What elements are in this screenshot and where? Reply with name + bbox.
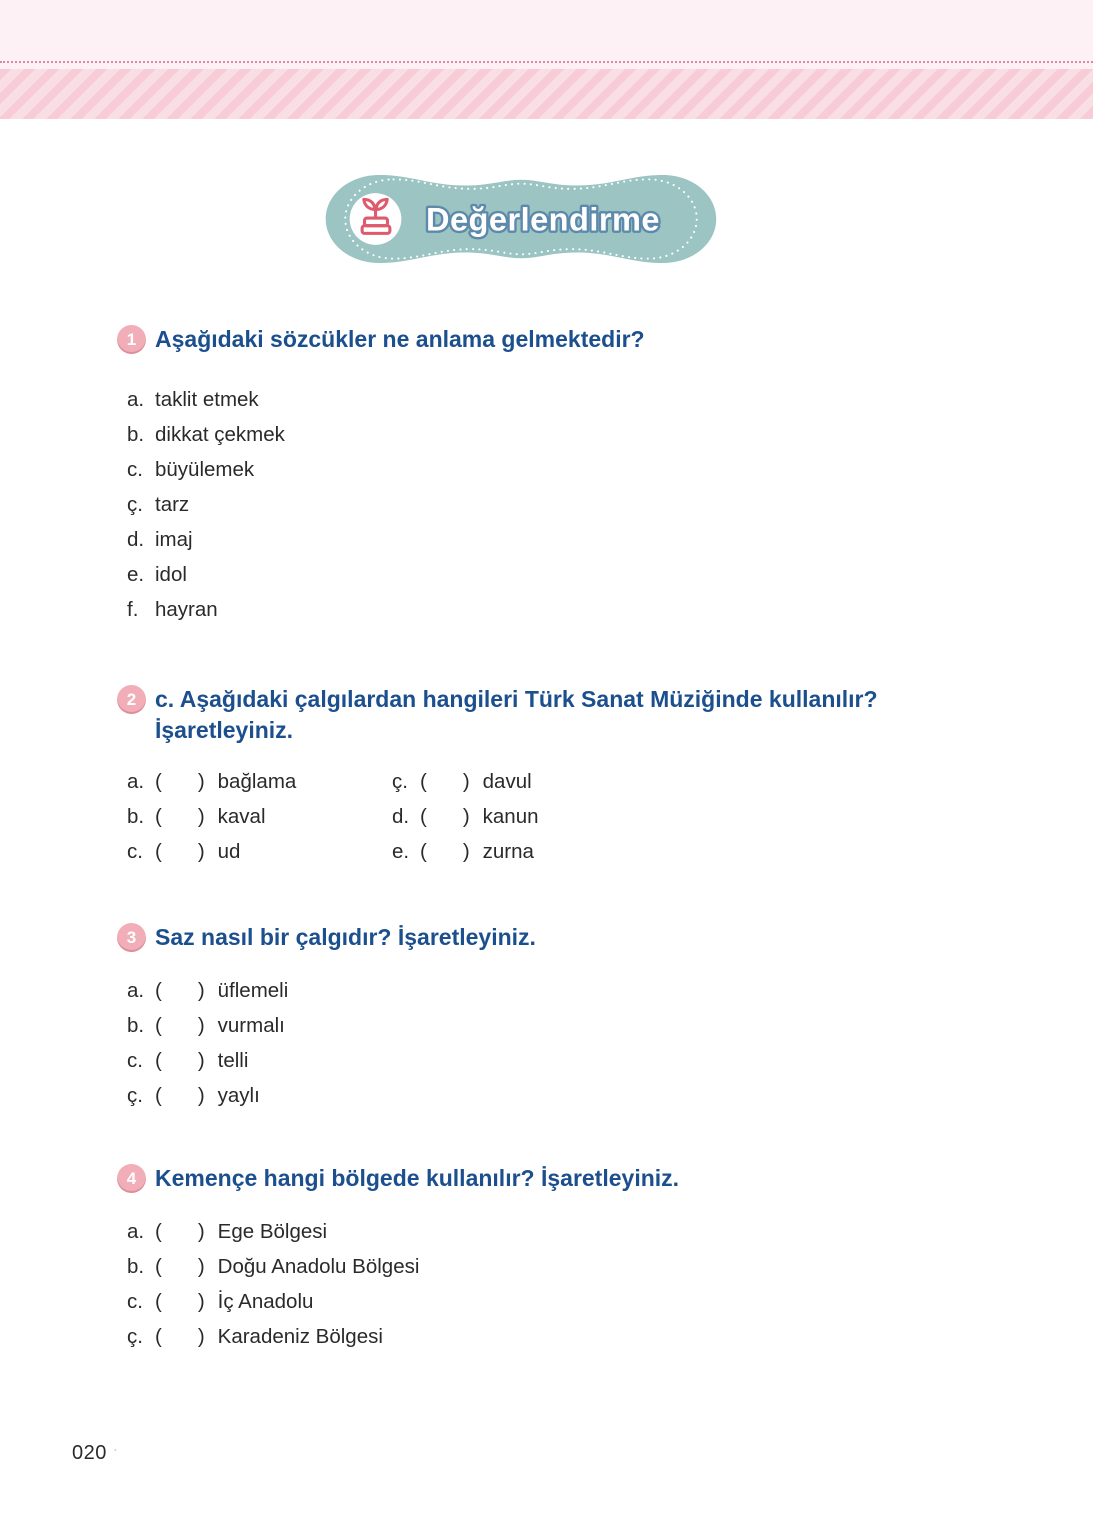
- question-2-title-line2: İşaretleyiniz.: [155, 717, 294, 743]
- option-row: [127, 1249, 1093, 1284]
- paren-close: ): [462, 769, 470, 793]
- option-letter: e.: [127, 562, 145, 586]
- paren-open: (: [155, 1048, 162, 1072]
- paren-open: (: [155, 1289, 162, 1313]
- option-text: İç Anadolu: [217, 1289, 314, 1313]
- question-3: [117, 922, 1093, 1113]
- option-letter: ç.: [392, 769, 408, 793]
- option-text: kanun: [482, 804, 539, 828]
- option-text: bağlama: [217, 769, 297, 793]
- paren-close: ): [197, 978, 205, 1002]
- paren-open: (: [155, 1219, 162, 1243]
- question-4-options: [127, 1214, 1093, 1354]
- page-footer: [72, 1441, 118, 1465]
- option-row: [127, 1078, 1093, 1113]
- option-row: [127, 592, 1093, 627]
- option-letter: c.: [127, 839, 143, 863]
- answer-blank: [162, 771, 198, 793]
- option-letter: a.: [127, 387, 145, 411]
- answer-blank: [162, 1085, 198, 1107]
- question-3-options: [127, 973, 1093, 1113]
- option-letter: c.: [127, 1048, 143, 1072]
- option-letter: e.: [392, 839, 410, 863]
- option-row: [392, 764, 712, 799]
- paren-open: (: [155, 1083, 162, 1107]
- paren-close: ): [197, 1219, 205, 1243]
- option-letter: c.: [127, 457, 143, 481]
- option-letter: a.: [127, 1219, 145, 1243]
- paren-open: (: [155, 1254, 162, 1278]
- option-text: Ege Bölgesi: [217, 1219, 328, 1243]
- answer-blank: [162, 1050, 198, 1072]
- question-2: [117, 684, 1093, 869]
- paren-open: (: [155, 1013, 162, 1037]
- question-1: [117, 324, 1093, 627]
- paren-close: ): [197, 839, 205, 863]
- answer-blank: [162, 806, 198, 828]
- top-pink-band: [0, 0, 1093, 63]
- option-letter: b.: [127, 422, 145, 446]
- answer-blank: [427, 841, 463, 863]
- option-text: taklit etmek: [155, 387, 259, 411]
- option-text: Karadeniz Bölgesi: [217, 1324, 383, 1348]
- option-row: [392, 799, 712, 834]
- option-letter: d.: [392, 804, 410, 828]
- question-1-options: [127, 382, 1093, 627]
- section-badge: [320, 168, 722, 270]
- paren-close: ): [197, 1013, 205, 1037]
- option-text: idol: [155, 562, 187, 586]
- option-row: [392, 834, 712, 869]
- answer-blank: [427, 771, 463, 793]
- diagonal-stripe-band: [0, 69, 1093, 119]
- option-row: [127, 973, 1093, 1008]
- page-number: 020: [72, 1442, 107, 1464]
- answer-blank: [162, 841, 198, 863]
- paren-open: (: [420, 839, 427, 863]
- question-3-number-badge: 3: [117, 923, 146, 952]
- option-row: [127, 417, 1093, 452]
- paren-close: ): [197, 1083, 205, 1107]
- paren-close: ): [462, 839, 470, 863]
- paren-open: (: [155, 1324, 162, 1348]
- paren-close: ): [197, 1254, 205, 1278]
- paren-open: (: [155, 839, 162, 863]
- answer-blank: [162, 1291, 198, 1313]
- option-letter: a.: [127, 769, 145, 793]
- option-row: [127, 1284, 1093, 1319]
- option-letter: f.: [127, 597, 139, 621]
- option-letter: a.: [127, 978, 145, 1002]
- option-text: dikkat çekmek: [155, 422, 285, 446]
- answer-blank: [427, 806, 463, 828]
- question-2-title: [155, 684, 878, 746]
- option-text: Doğu Anadolu Bölgesi: [217, 1254, 420, 1278]
- option-letter: ç.: [127, 1324, 143, 1348]
- option-letter: b.: [127, 1013, 145, 1037]
- option-row: [127, 799, 392, 834]
- question-4-number-badge: 4: [117, 1164, 146, 1193]
- option-letter: d.: [127, 527, 145, 551]
- option-row: [127, 1319, 1093, 1354]
- paren-close: ): [197, 1324, 205, 1348]
- answer-blank: [162, 1326, 198, 1348]
- option-text: davul: [482, 769, 532, 793]
- option-text: tarz: [155, 492, 190, 516]
- question-1-number-badge: 1: [117, 325, 146, 354]
- option-row: [127, 834, 392, 869]
- question-4: [117, 1163, 1093, 1354]
- option-text: ud: [217, 839, 241, 863]
- option-letter: b.: [127, 1254, 145, 1278]
- paren-close: ): [197, 1289, 205, 1313]
- paren-open: (: [420, 769, 427, 793]
- paren-open: (: [155, 804, 162, 828]
- option-row: [127, 522, 1093, 557]
- badge-title: Değerlendirme: [425, 201, 661, 238]
- option-text: kaval: [217, 804, 266, 828]
- answer-blank: [162, 1015, 198, 1037]
- paren-close: ): [197, 769, 205, 793]
- option-row: [127, 382, 1093, 417]
- answer-blank: [162, 980, 198, 1002]
- question-1-title: Aşağıdaki sözcükler ne anlama gelmektedir?: [155, 326, 645, 352]
- option-text: imaj: [155, 527, 193, 551]
- option-text: üflemeli: [217, 978, 289, 1002]
- question-4-title: Kemençe hangi bölgede kullanılır? İşaretleyiniz.: [155, 1165, 680, 1191]
- option-letter: ç.: [127, 1083, 143, 1107]
- question-2-number-badge: 2: [117, 685, 146, 714]
- option-row: [127, 557, 1093, 592]
- question-2-options: [127, 764, 1093, 869]
- paren-close: ): [197, 1048, 205, 1072]
- paren-close: ): [197, 804, 205, 828]
- option-letter: ç.: [127, 492, 143, 516]
- paren-open: (: [155, 978, 162, 1002]
- option-text: vurmalı: [217, 1013, 285, 1037]
- option-text: telli: [217, 1048, 249, 1072]
- option-text: büyülemek: [155, 457, 255, 481]
- paren-open: (: [155, 769, 162, 793]
- option-row: [127, 1043, 1093, 1078]
- option-row: [127, 1008, 1093, 1043]
- answer-blank: [162, 1221, 198, 1243]
- question-2-title-line1: c. Aşağıdaki çalgılardan hangileri Türk Sanat Müziğinde kullanılır?: [155, 686, 878, 712]
- badge-shape: [320, 168, 722, 270]
- question-3-title: Saz nasıl bir çalgıdır? İşaretleyiniz.: [155, 924, 536, 950]
- paren-close: ): [462, 804, 470, 828]
- option-letter: b.: [127, 804, 145, 828]
- option-text: yaylı: [217, 1083, 260, 1107]
- paren-open: (: [420, 804, 427, 828]
- option-row: [127, 764, 392, 799]
- option-row: [127, 452, 1093, 487]
- option-text: hayran: [155, 597, 218, 621]
- option-letter: c.: [127, 1289, 143, 1313]
- option-row: [127, 487, 1093, 522]
- footer-dot: ·: [112, 1441, 119, 1458]
- option-row: [127, 1214, 1093, 1249]
- answer-blank: [162, 1256, 198, 1278]
- option-text: zurna: [482, 839, 534, 863]
